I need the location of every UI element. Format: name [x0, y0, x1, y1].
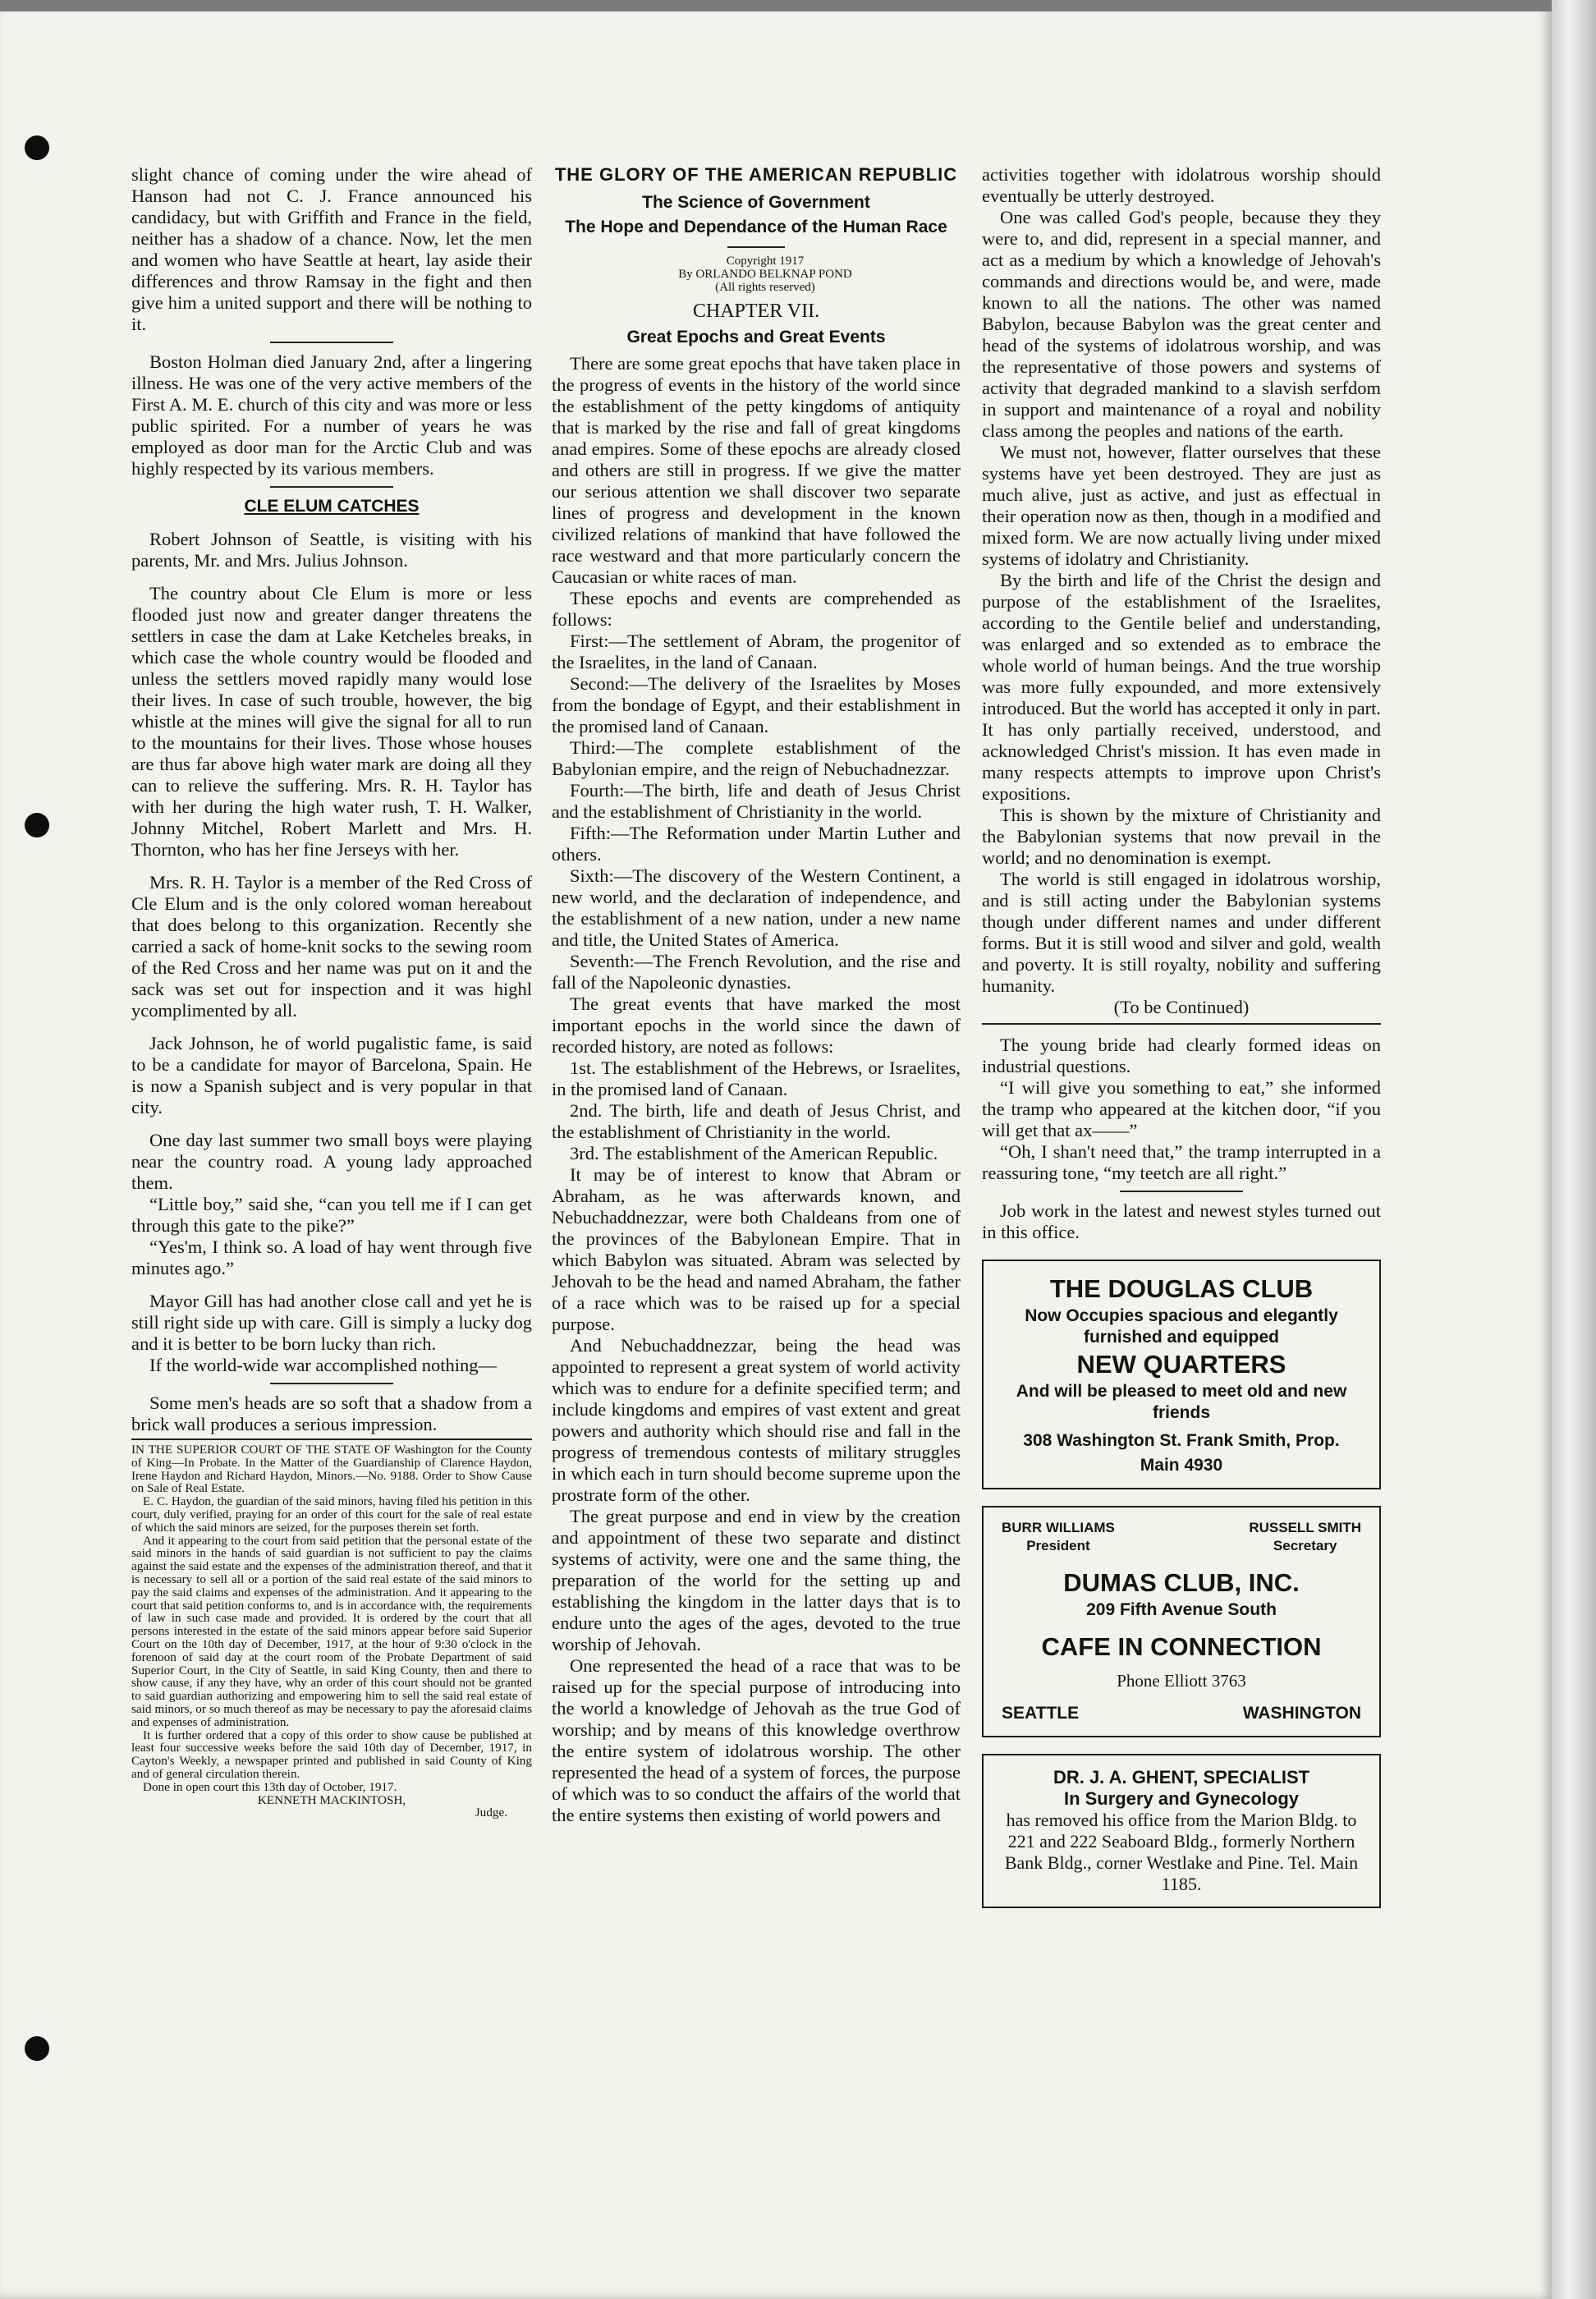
- article-paragraph: Mayor Gill has had another close call and yet he is still right side up with care. Gill is simply a lucky dog and it is better to be born lucky than rich.: [131, 1291, 532, 1354]
- divider: [270, 486, 393, 488]
- article-paragraph: If the world-wide war accomplished nothing—: [149, 1355, 498, 1375]
- article-paragraph: Robert Johnson of Seattle, is visiting with his parents, Mr. and Mrs. Julius Johnson.: [131, 529, 532, 571]
- article-paragraph: These epochs and events are comprehended as follows:: [552, 588, 961, 630]
- page-edge-shadow: [1552, 0, 1596, 2299]
- ad-title: DUMAS CLUB, INC.: [1063, 1568, 1300, 1597]
- ad-address: 209 Fifth Avenue South: [1086, 1600, 1277, 1619]
- copyright-line: Copyright 1917: [726, 255, 805, 268]
- article-paragraph: Second:—The delivery of the Israelites by Moses from the bondage of Egypt, and their establishment in the promised land of Canaan.: [552, 673, 961, 737]
- ad-officer-name: BURR WILLIAMS: [1002, 1520, 1115, 1535]
- article-subtitle: The Hope and Dependance of the Human Race: [565, 218, 947, 236]
- ad-officer-role: President: [1026, 1538, 1090, 1553]
- article-paragraph: Boston Holman died January 2nd, after a lingering illness. He was one of the very active members of the First A. M. E. church of this city and was more or less public spirited. For a number of years he was employed as door man for the Arctic Club and was highly respected by its various members.: [131, 351, 532, 479]
- article-paragraph: Fifth:—The Reformation under Martin Luther and others.: [552, 823, 961, 865]
- article-paragraph: “Oh, I shan't need that,” the tramp interrupted in a reassuring tone, “my teetch are all right.”: [982, 1141, 1381, 1183]
- article-paragraph: And Nebuchaddnezzar, being the head was appointed to represent a great system of world activity which was to endure for a definite specified term; and include kingdoms and empires of vast extent and great powers and authority which should rise and fall in the progress of tremendous contests of military struggles in which each in turn should become supreme upon the prostrate form of the other.: [552, 1335, 961, 1505]
- dumas-club-ad: [982, 1506, 1381, 1737]
- article-paragraph: The country about Cle Elum is more or less flooded just now and greater danger threatens the settlers in case the dam at Lake Ketcheles breaks, in which case the whole country would be flooded and unless the settlers moved rapidly many would lose their lives. In case of such trouble, however, the big whistle at the mines will give the signal for all to run to the mountains for their lives. Those whose houses are thus far above high water mark are doing all they can to relieve the suffering. Mrs. R. H. Taylor has with her during the high water rush, T. H. Walker, Johnny Mitchel, Robert Marlett and Mrs. H. Thornton, who has her fine Jerseys with her.: [131, 583, 532, 860]
- continued-note: (To be Continued): [1113, 997, 1250, 1017]
- divider: [1120, 1191, 1243, 1192]
- divider: [727, 246, 785, 248]
- article-paragraph: Fourth:—The birth, life and death of Jesus Christ and the establishment of Christianity in the world.: [552, 780, 961, 822]
- column-middle: [552, 164, 961, 1826]
- ad-text: has removed his office from the Marion Bldg. to 221 and 222 Seaboard Bldg., formerly Northern Bank Bldg., corner Westlake and Pine. Tel. Main 1185.: [1004, 1810, 1359, 1894]
- legal-paragraph: E. C. Haydon, the guardian of the said minors, having filed his petition in this court, duly verified, praying for an order of this court for the sale of real estate of which the said minors are seized, for the purposes therein set forth.: [131, 1494, 532, 1535]
- section-heading: CLE ELUM CATCHES: [244, 497, 420, 516]
- article-paragraph: 1st. The establishment of the Hebrews, or Israelites, in the promised land of Canaan.: [552, 1058, 961, 1099]
- ad-address: 308 Washington St. Frank Smith, Prop.: [1023, 1431, 1340, 1450]
- column-right: [982, 164, 1381, 1908]
- article-paragraph: The world is still engaged in idolatrous worship, and is still acting under the Babylonian systems though under different names and under different forms. But it is still wood and silver and gold, wealth and poverty. It is still royalty, nobility and suffering humanity.: [982, 869, 1381, 996]
- article-paragraph: “Little boy,” said she, “can you tell me if I can get through this gate to the pike?”: [131, 1194, 532, 1236]
- ad-heading: CAFE IN CONNECTION: [1041, 1632, 1322, 1661]
- ad-phone: Main 4930: [1140, 1456, 1223, 1475]
- binding-hole: [25, 813, 49, 837]
- article-paragraph: Seventh:—The French Revolution, and the rise and fall of the Napoleonic dynasties.: [552, 951, 961, 993]
- ad-title: THE DOUGLAS CLUB: [1049, 1274, 1314, 1303]
- divider: [131, 1439, 532, 1440]
- article-paragraph: One represented the head of a race that was to be raised up for the special purpose of introducing into the world a knowledge of Jehovah as the true God of worship; and by means of this knowledge overthrow the entire system of idolatrous worship. The other represented the head of a system of forces, the purpose of which was to so conduct the affairs of the world that the entire systems then existing of world powers and: [552, 1655, 961, 1825]
- page-top-edge: [0, 0, 1552, 11]
- ad-officer-role: Secretary: [1273, 1538, 1337, 1553]
- article-paragraph: One day last summer two small boys were playing near the country road. A young lady approached them.: [131, 1130, 532, 1193]
- article-paragraph: Mrs. R. H. Taylor is a member of the Red Cross of Cle Elum and is the only colored woman hereabout that does belong to this organization. Recently she carried a sack of home-knit socks to the sewing room of the Red Cross and her name was put on it and the sack was set out for inspection and it was highl ycomplimented by all.: [131, 872, 532, 1021]
- article-paragraph: The great events that have marked the most important epochs in the world since the dawn of recorded history, are noted as follows:: [552, 993, 961, 1057]
- article-subtitle: The Science of Government: [642, 193, 870, 212]
- article-paragraph: “I will give you something to eat,” she informed the tramp who appeared at the kitchen door, “if you will get that ax——”: [982, 1077, 1381, 1140]
- divider: [982, 1023, 1381, 1025]
- article-paragraph: This is shown by the mixture of Christianity and the Babylonian systems that now prevail in the world; and no denomination is exempt.: [982, 805, 1381, 868]
- article-title: THE GLORY OF THE AMERICAN REPUBLIC: [554, 164, 958, 185]
- article-paragraph: Third:—The complete establishment of the Babylonian empire, and the reign of Nebuchadnezzar.: [552, 737, 961, 779]
- article-paragraph: By the birth and life of the Christ the design and purpose of the establishment of the Israelites, according to the Gentile belief and understanding, was enlarged and so extended as to embrace the whole world of human beings. And the true worship was more fully expounded, and more extensively introduced. But the world has accepted it only in part. It has only partially received, understood, and acknowledged Christ's mission. It has even made in many respects attempts to improve upon Christ's expositions.: [982, 570, 1381, 804]
- article-paragraph: The young bride had clearly formed ideas on industrial questions.: [982, 1035, 1381, 1076]
- ad-city: SEATTLE: [1002, 1704, 1080, 1723]
- legal-paragraph: And it appearing to the court from said petition that the personal estate of the said minors in the hands of said guardian is not sufficient to pay the claims against the said estate and the expenses of the administration thereof, and that it is necessary to sell all or a portion of the said real estate of the said minors to pay the said claims and expenses of the administration. And it appearing to the court that said petition conforms to, and is in accordance with, the requirements of law in such case made and provided. It is ordered by the court that all persons interested in the estate of the said minors appear before said Superior Court on the 10th day of December, 1917, at the hour of 9:30 o'clock in the forenoon of said day at the court room of the Probate Department of said Superior Court, in the City of Seattle, in said King County, then and there to show cause, if any they have, why an order of this court should not be granted to said guardian authorizing and empowering him to sell the said real estate of said minors, or so much thereof as may be necessary to pay the aforesaid claims and expenses of administration.: [131, 1533, 532, 1729]
- ad-text: And will be pleased to meet old and new friends: [1016, 1382, 1347, 1422]
- article-paragraph: Jack Johnson, he of world pugalistic fame, is said to be a candidate for mayor of Barcelona, Spain. He is now a Spanish subject and is very popular in that city.: [131, 1033, 532, 1117]
- ad-title: DR. J. A. GHENT, SPECIALIST: [1053, 1767, 1310, 1787]
- divider: [270, 1383, 393, 1384]
- rights-line: (All rights reserved): [715, 281, 815, 294]
- ad-state: WASHINGTON: [1242, 1704, 1361, 1723]
- article-paragraph: Job work in the latest and newest styles turned out in this office.: [982, 1200, 1381, 1242]
- article-paragraph: slight chance of coming under the wire ahead of Hanson had not C. J. France announced his candidacy, but with Griffith and France in the field, neither has a shadow of a chance. Now, let the men and women who have Seattle at heart, lay aside their differences and throw Ramsay in the fight and then give him a united support and there will be nothing to it.: [131, 164, 532, 334]
- ghent-specialist-ad: [982, 1754, 1381, 1908]
- douglas-club-ad: [982, 1260, 1381, 1489]
- ad-heading: NEW QUARTERS: [1076, 1350, 1286, 1379]
- divider: [270, 342, 393, 343]
- article-paragraph: 3rd. The establishment of the American Republic.: [570, 1143, 938, 1163]
- ad-officers: [1002, 1519, 1361, 1555]
- article-paragraph: There are some great epochs that have taken place in the progress of events in the history of the world since the establishment of the petty kingdoms of antiquity that is marked by the rise and fall of great kingdoms anad empires. Some of these epochs are already closed and others are still in progress. If we give the matter our serious attention we shall discover two separate lines of progress and development in the known civilized relations of mankind that have followed the race westward and that more particularly concern the Caucasian or white races of man.: [552, 353, 961, 587]
- legal-paragraph: It is further ordered that a copy of this order to show cause be published at least four successive weeks before the said 10th day of December, 1917, in Cayton's Weekly, a newspaper printed and published in said County of King and of general circulation therein.: [131, 1728, 532, 1781]
- article-paragraph: Some men's heads are so soft that a shadow from a brick wall produces a serious impression.: [131, 1393, 532, 1434]
- ad-text: Now Occupies spacious and elegantly furnished and equipped: [1025, 1306, 1338, 1347]
- article-paragraph: It may be of interest to know that Abram or Abraham, as he was afterwards known, and Nebuchaddnezzar, were both Chaldeans from one of the provinces of the Babylonean Empire. That in which Babylon was situated. Abram was selected by Jehovah to be the head and named Abraham, the father of a race which was to be raised up for a special purpose.: [552, 1164, 961, 1334]
- ad-subtitle: In Surgery and Gynecology: [1063, 1788, 1300, 1809]
- binding-hole: [25, 2036, 49, 2061]
- column-left: [131, 164, 532, 1819]
- chapter-title: Great Epochs and Great Events: [626, 328, 886, 346]
- chapter-heading: CHAPTER VII.: [692, 301, 820, 322]
- byline: By ORLANDO BELKNAP POND: [678, 268, 852, 281]
- ad-phone: Phone Elliott 3763: [1117, 1671, 1246, 1691]
- article-paragraph: activities together with idolatrous worship should eventually be utterly destroyed.: [982, 164, 1381, 206]
- article-paragraph: First:—The settlement of Abram, the progenitor of the Israelites, in the land of Canaan.: [552, 631, 961, 672]
- article-paragraph: 2nd. The birth, life and death of Jesus Christ, and the establishment of Christianity in the world.: [552, 1100, 961, 1142]
- legal-notice: [131, 1443, 532, 1819]
- binding-hole: [25, 135, 49, 160]
- legal-signature: KENNETH MACKINTOSH,: [257, 1792, 406, 1807]
- article-paragraph: Sixth:—The discovery of the Western Continent, a new world, and the declaration of independence, and the establishment of a new nation, under a new name and title, the United States of America.: [552, 865, 961, 950]
- article-paragraph: One was called God's people, because they they were to, and did, represent in a special manner, and act as a medium by which a knowledge of Jehovah's commands and directions would be, and were, made known to all the nations. The other was named Babylon, because Babylon was the great center and head of the systems of idolatrous worship, and was the representative of those powers and systems of activity that degraded mankind to a slavish serfdom in support and maintenance of a royal and nobility class among the peoples and nations of the earth.: [982, 207, 1381, 441]
- ad-location: [1002, 1703, 1361, 1724]
- legal-paragraph: Done in open court this 13th day of October, 1917.: [143, 1779, 397, 1794]
- article-paragraph: “Yes'm, I think so. A load of hay went through five minutes ago.”: [131, 1237, 532, 1278]
- legal-judge-title: Judge.: [475, 1806, 507, 1820]
- article-paragraph: The great purpose and end in view by the creation and appointment of these two separate and distinct systems of activity, were one and the same thing, the preparation of the world for the setting up and establishing the kingdom in the latter days that is to endure unto the ages of the ages, devoted to the true worship of Jehovah.: [552, 1506, 961, 1654]
- article-paragraph: We must not, however, flatter ourselves that these systems have yet been destroyed. They are just as much alive, just as active, and just as effectual in their operation now as then, though in a modified and mixed form. We are now actually living under mixed systems of idolatry and Christianity.: [982, 442, 1381, 569]
- ad-officer-name: RUSSELL SMITH: [1249, 1520, 1361, 1535]
- legal-notice-heading: IN THE SUPERIOR COURT OF THE STATE OF Washington for the County of King—In Probate. In the Matter of the Guardianship of Clarence Haydon, Irene Haydon and Richard Haydon, Minors.—No. 9188. Order to Show Cause on Sale of Real Estate.: [131, 1443, 532, 1496]
